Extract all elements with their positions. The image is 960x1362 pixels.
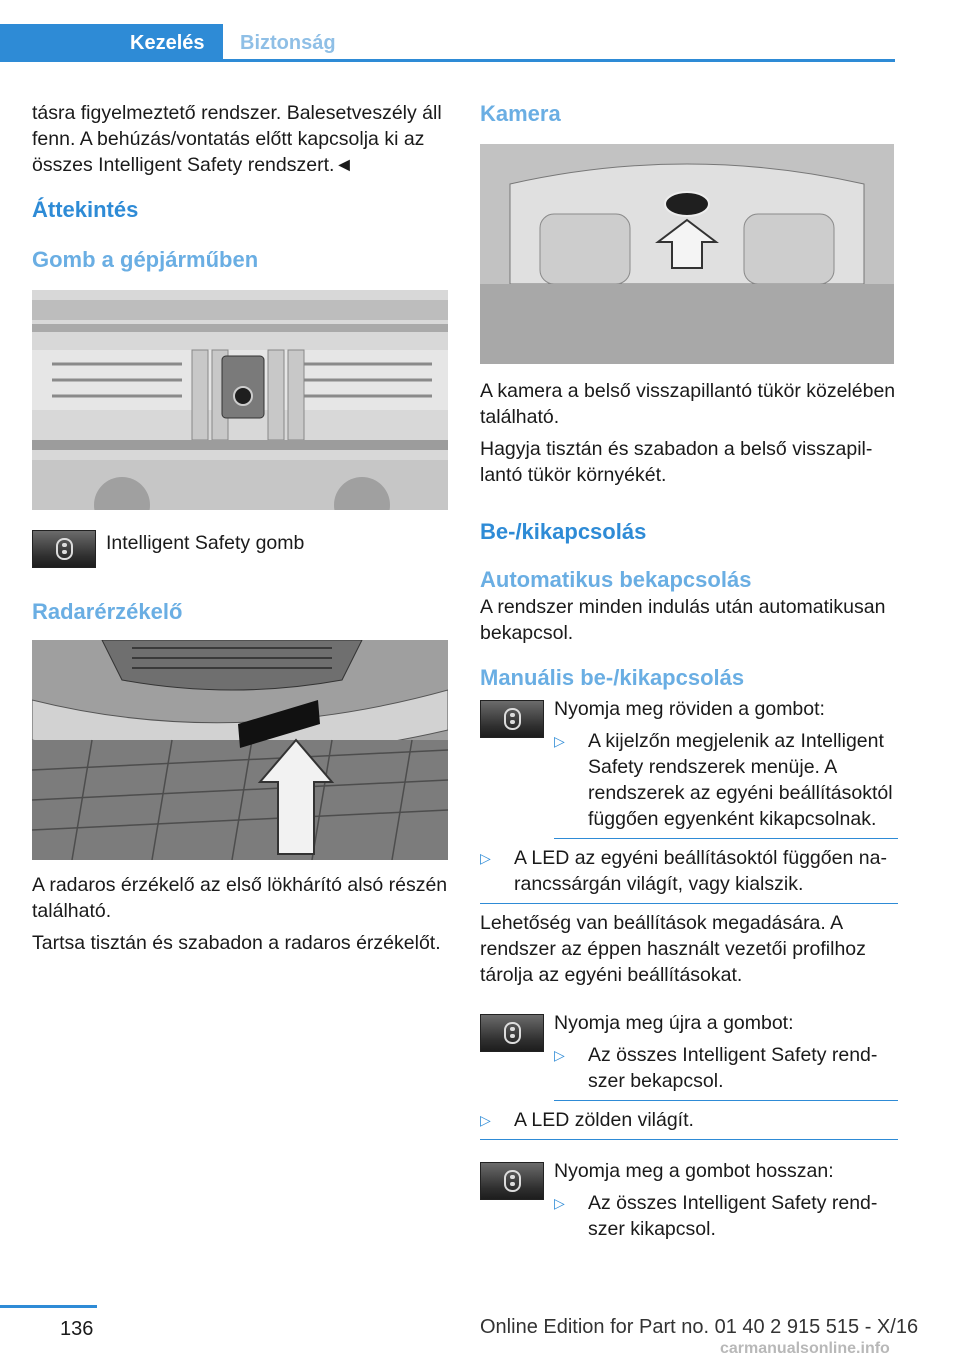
- footer-divider: [0, 1305, 97, 1308]
- subtitle-button: Gomb a gépjárműben: [32, 247, 259, 272]
- bumper-illustration: [32, 640, 448, 860]
- intelligent-safety-button-icon: [480, 700, 544, 738]
- press-short-result: [554, 728, 898, 832]
- header-divider: [0, 59, 895, 62]
- radar-sensor-photo: [32, 640, 448, 860]
- bullet-divider: [480, 1139, 898, 1140]
- edition-note: Online Edition for Part no. 01 40 2 915 515 - X/16: [480, 1316, 919, 1338]
- press-short-instruction: Nyomja meg röviden a gombot:: [554, 698, 825, 720]
- bullet-divider: [554, 838, 898, 839]
- bullet-text: Az összes Intelligent Safety rendszer kikapcsol.: [588, 1192, 878, 1240]
- watermark: carmanualsonline.info: [720, 1340, 890, 1357]
- press-short-block: [480, 696, 898, 832]
- button-caption-row: [32, 530, 448, 568]
- led-orange-result: [480, 845, 898, 897]
- intro-paragraph: tásra figyelmeztető rendszer. Balesetveszély áll fenn. A behúzás/vontatás előtt kapcsolja ki az összes Intelligent Safety rendszert.◄: [32, 102, 442, 176]
- subtitle-auto: Automatikus bekapcsolás: [480, 567, 752, 592]
- right-column: [480, 100, 898, 1242]
- subtitle-radar: Radarérzékelő: [32, 599, 183, 624]
- button-caption: Intelligent Safety gomb: [106, 532, 305, 554]
- windshield-illustration: [480, 144, 894, 364]
- auto-paragraph: A rendszer minden indulás után automatikusan bekapcsol.: [480, 596, 886, 644]
- press-long-instruction: Nyomja meg a gombot hosszan:: [554, 1160, 834, 1182]
- triangle-bullet-icon: ▷: [554, 1195, 565, 1211]
- left-column: [32, 100, 448, 962]
- triangle-bullet-icon: ▷: [480, 1112, 491, 1128]
- camera-photo: [480, 144, 894, 364]
- section-title-overview: Áttekintés: [32, 197, 139, 222]
- bullet-text: A LED zölden világít.: [514, 1109, 694, 1131]
- page-number: 136: [60, 1318, 94, 1340]
- camera-paragraph-2: Hagyja tisztán és szabadon a belső visszapillantó tükör környékét.: [480, 438, 873, 486]
- bullet-text: Az összes Intelligent Safety rendszer bekapcsol.: [588, 1044, 878, 1092]
- tab-biztonsag[interactable]: Biztonság: [240, 32, 336, 54]
- press-again-result: [554, 1042, 898, 1094]
- intelligent-safety-button-icon: [480, 1014, 544, 1052]
- intelligent-safety-button-icon: [32, 530, 96, 568]
- bullet-text: A kijelzőn megjelenik az Intelligent Safety rendszerek menüje. A rendszerek az egyéni beállításoktól függően egyenként kikapcsolnak.: [588, 730, 893, 830]
- dashboard-button-photo: [32, 290, 448, 510]
- press-long-block: [480, 1158, 898, 1242]
- subtitle-camera: Kamera: [480, 101, 561, 126]
- triangle-bullet-icon: ▷: [554, 733, 565, 749]
- bullet-divider: [480, 903, 898, 904]
- bullet-text: A LED az egyéni beállításoktól függően narancssárgán világít, vagy kialszik.: [514, 847, 887, 895]
- tab-kezeles[interactable]: Kezelés: [0, 24, 223, 62]
- triangle-bullet-icon: ▷: [480, 850, 491, 866]
- subtitle-manual: Manuális be-/kikapcsolás: [480, 665, 745, 690]
- camera-paragraph-1: A kamera a belső visszapillantó tükör közelében található.: [480, 380, 896, 428]
- press-again-block: [480, 1010, 898, 1094]
- intelligent-safety-button-icon: [480, 1162, 544, 1200]
- section-title-onoff: Be-/kikapcsolás: [480, 519, 647, 544]
- settings-paragraph: Lehetőség van beállítások megadására. A rendszer az éppen használt vezetői profilhoz tárolja az egyéni beállításokat.: [480, 912, 866, 986]
- radar-paragraph-2: Tartsa tisztán és szabadon a radaros érzékelőt.: [32, 932, 441, 954]
- triangle-bullet-icon: ▷: [554, 1047, 565, 1063]
- bullet-divider: [554, 1100, 898, 1101]
- radar-paragraph-1: A radaros érzékelő az első lökhárító alsó részén található.: [32, 874, 448, 922]
- press-long-result: [554, 1190, 898, 1242]
- dashboard-illustration: [32, 290, 448, 510]
- press-again-instruction: Nyomja meg újra a gombot:: [554, 1012, 794, 1034]
- led-green-result: [480, 1107, 898, 1133]
